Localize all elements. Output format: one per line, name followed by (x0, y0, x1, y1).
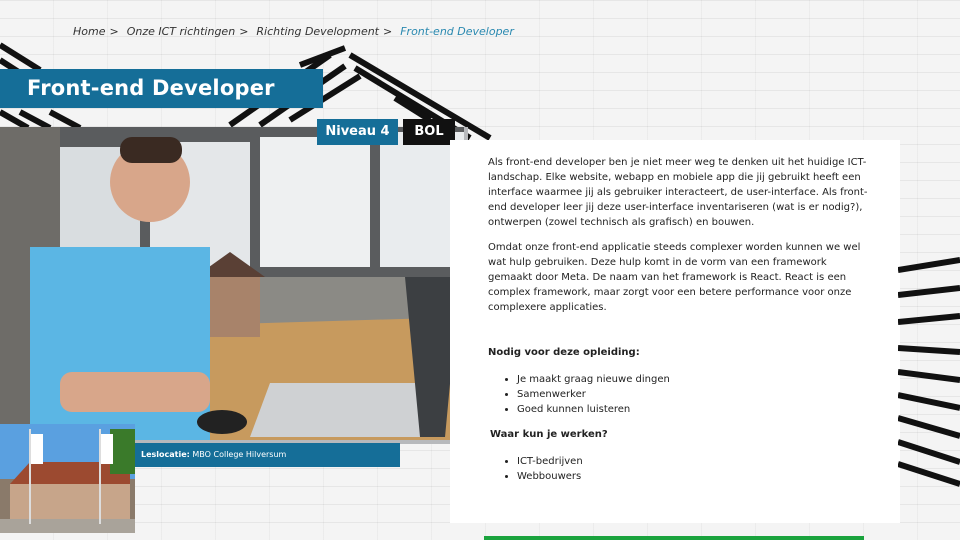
track-badge: BOL (403, 119, 455, 145)
course-description (488, 155, 868, 494)
list-item: • Je maakt graag nieuwe dingen (517, 372, 868, 387)
location-bar (135, 443, 400, 467)
student-photo (0, 127, 468, 444)
location-value: MBO College Hilversum (192, 450, 287, 459)
list-item: • Goed kunnen luisteren (517, 402, 868, 417)
page-title: Front-end Developer (0, 69, 323, 108)
decorative-stripes-right (898, 250, 960, 490)
breadcrumb-separator: > (239, 25, 249, 38)
description-paragraph: Omdat onze front-end applicatie steeds complexer worden kunnen we wel wat hulp gebruiken. Deze hulp komt in de vorm van een framework gemaakt door Meta. De naam van het framework is React. React is een complex framework, maar zorgt voor een betere performance voor onze complexere applicaties. (488, 242, 861, 313)
breadcrumb-ict-richtingen[interactable]: Onze ICT richtingen (126, 25, 236, 38)
breadcrumb-separator: > (109, 25, 119, 38)
list-item: • ICT-bedrijven (517, 454, 868, 469)
accent-line (484, 536, 864, 540)
breadcrumb (73, 25, 514, 38)
breadcrumb-home[interactable]: Home (73, 25, 106, 38)
needs-list (488, 372, 868, 417)
needs-heading: Nodig voor deze opleiding: (488, 347, 640, 358)
school-building-photo (0, 424, 135, 533)
breadcrumb-current: Front-end Developer (400, 25, 514, 38)
description-paragraph: Als front-end developer ben je niet meer weg te denken uit het huidige ICT-landschap. Elke website, webapp en mobiele app die jij gebruikt heeft een interface waarmee jij als gebruiker interacteert, de user-interface. Als front-end developer leer jij deze user-interface inventariseren (wat is er nodig?), ontwerpen (zowel technisch als grafisch) en bouwen. (488, 157, 868, 228)
location-label: Leslocatie: (141, 450, 190, 459)
work-list (488, 454, 868, 484)
breadcrumb-richting-development[interactable]: Richting Development (256, 25, 379, 38)
list-item: • Samenwerker (517, 387, 868, 402)
work-heading: Waar kun je werken? (490, 429, 608, 440)
list-item: • Webbouwers (517, 469, 868, 484)
level-badge: Niveau 4 (317, 119, 398, 145)
breadcrumb-separator: > (383, 25, 393, 38)
